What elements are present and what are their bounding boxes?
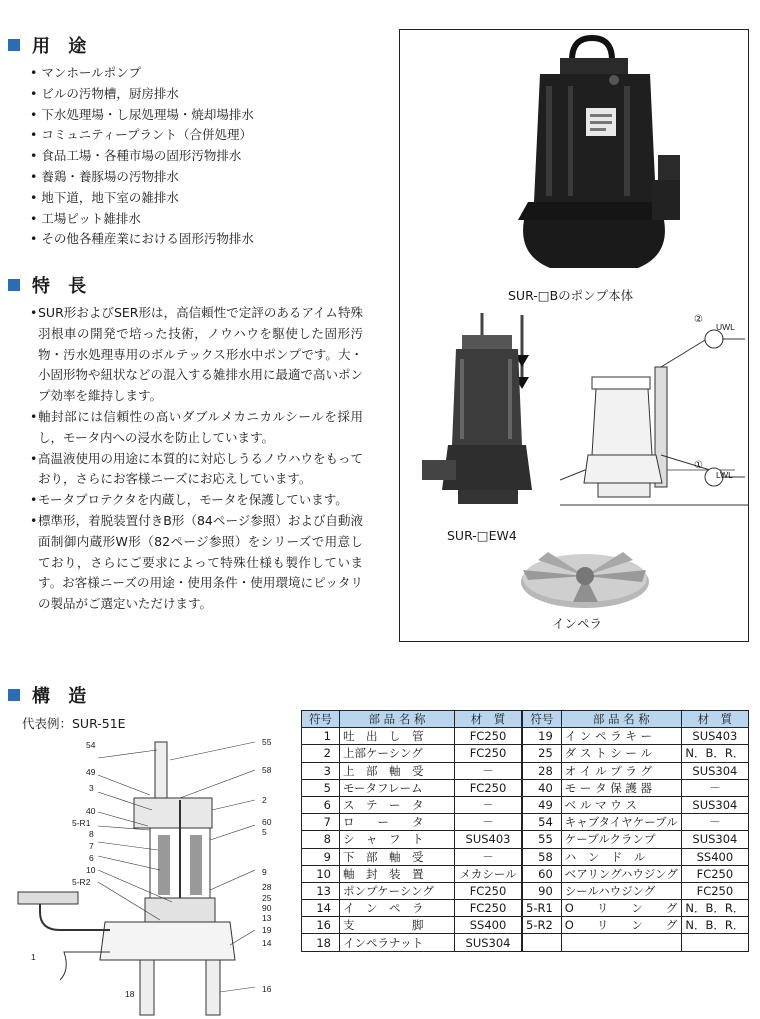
- part-material: FC250: [455, 882, 523, 899]
- part-name: O リ ン グ: [561, 917, 681, 934]
- part-no: 10: [302, 865, 340, 882]
- callout-19: 19: [262, 925, 272, 935]
- table-row: [302, 728, 749, 745]
- part-material: FC250: [455, 779, 523, 796]
- part-name: オ イ ル プ ラ グ: [561, 762, 681, 779]
- table-row: [302, 917, 749, 934]
- part-name: 支 脚: [340, 917, 455, 934]
- part-no: 90: [522, 882, 561, 899]
- part-no: 14: [302, 900, 340, 917]
- part-material: FC250: [455, 745, 523, 762]
- part-name: 上部ケーシング: [340, 745, 455, 762]
- callout-90: 90: [262, 903, 272, 913]
- table-row: [302, 745, 749, 762]
- callout-60: 60: [262, 817, 272, 827]
- callout-5-r2: 5-R2: [72, 877, 91, 887]
- table-row: [302, 900, 749, 917]
- callout-28: 28: [262, 882, 272, 892]
- sur-ew4-photo: [422, 305, 552, 520]
- table-row: [302, 831, 749, 848]
- part-material: N．B．R．: [681, 917, 748, 934]
- usage-item: • コミュニティープラント（合併処理）: [30, 127, 252, 143]
- usage-item: • 食品工場・各種市場の固形汚物排水: [30, 148, 242, 164]
- col-header-no: 符号: [522, 711, 561, 728]
- table-row: [302, 796, 749, 813]
- part-name: ポンプケーシング: [340, 882, 455, 899]
- structure-heading: 構 造: [8, 682, 92, 708]
- features-list: [30, 303, 363, 615]
- part-name: イ ン ペ ラ: [340, 900, 455, 917]
- part-material: －: [455, 762, 523, 779]
- pump-body-photo: [510, 30, 680, 275]
- part-no: 49: [522, 796, 561, 813]
- sur-ew4-caption: SUR-□EW4: [447, 528, 517, 543]
- part-material: SUS304: [681, 796, 748, 813]
- part-material: －: [455, 814, 523, 831]
- part-material: SUS304: [681, 762, 748, 779]
- callout-6: 6: [89, 853, 94, 863]
- part-material: SUS304: [455, 934, 523, 951]
- marker-1: ①: [694, 460, 703, 471]
- callout-25: 25: [262, 893, 272, 903]
- part-material: SUS304: [681, 831, 748, 848]
- col-header-material: 材 質: [681, 711, 748, 728]
- installation-diagram: [560, 305, 748, 520]
- part-name: 下 部 軸 受: [340, 848, 455, 865]
- part-name: ベ ル マ ウ ス: [561, 796, 681, 813]
- part-name: シールハウジング: [561, 882, 681, 899]
- part-no: 9: [302, 848, 340, 865]
- part-material: メカシール: [455, 865, 523, 882]
- callout-9: 9: [262, 867, 267, 877]
- pump-body-caption: SUR-□Bのポンプ本体: [508, 288, 634, 303]
- part-no: 5: [302, 779, 340, 796]
- part-no: 5-R2: [522, 917, 561, 934]
- part-name: ロ ー タ: [340, 814, 455, 831]
- part-no: 25: [522, 745, 561, 762]
- structure-example-label: 代表例：SUR-51E: [22, 716, 126, 731]
- part-material: －: [681, 779, 748, 796]
- table-row: [302, 882, 749, 899]
- part-no: 58: [522, 848, 561, 865]
- callout-5: 5: [262, 827, 267, 837]
- usage-heading: 用 途: [8, 32, 92, 58]
- feature-item: • 軸封部には信頼性の高いダブルメカニカルシールを採用し，モータ内への浸水を防止しています。: [30, 407, 363, 449]
- impeller-caption: インペラ: [552, 616, 603, 631]
- part-name: モータフレーム: [340, 779, 455, 796]
- part-name: キャブタイヤケーブル: [561, 814, 681, 831]
- part-no: 54: [522, 814, 561, 831]
- part-name: インペラナット: [340, 934, 455, 951]
- callout-1: 1: [31, 952, 36, 962]
- part-name: ダ ス ト シ ー ル: [561, 745, 681, 762]
- part-no: 5-R1: [522, 900, 561, 917]
- part-no: [522, 934, 561, 951]
- uwl-label: UWL: [716, 322, 735, 332]
- impeller-photo: [518, 540, 653, 612]
- usage-item: • 養鶏・養豚場の汚物排水: [30, 168, 179, 184]
- callout-10: 10: [86, 865, 96, 875]
- parts-table: [301, 710, 749, 952]
- part-material: －: [681, 814, 748, 831]
- callout-14: 14: [262, 938, 272, 948]
- section-marker-icon: [8, 279, 20, 291]
- part-name: モ ー タ 保 護 器: [561, 779, 681, 796]
- part-no: 18: [302, 934, 340, 951]
- part-name: [561, 934, 681, 951]
- col-header-name: 部 品 名 称: [340, 711, 455, 728]
- lwl-label: LWL: [716, 470, 733, 480]
- part-no: 2: [302, 745, 340, 762]
- usage-item: • ビルの汚物槽，厨房排水: [30, 85, 179, 101]
- usage-item: • その他各種産業における固形汚物排水: [30, 231, 254, 247]
- part-material: N．B．R．: [681, 745, 748, 762]
- usage-item: • 下水処理場・し尿処理場・焼却場排水: [30, 106, 254, 122]
- callout-54: 54: [86, 740, 96, 750]
- product-photo-panel: [399, 29, 749, 642]
- part-material: SUS403: [681, 728, 748, 745]
- part-no: 3: [302, 762, 340, 779]
- callout-2: 2: [262, 795, 267, 805]
- callout-3: 3: [89, 783, 94, 793]
- part-no: 8: [302, 831, 340, 848]
- callout-7: 7: [89, 841, 94, 851]
- part-no: 7: [302, 814, 340, 831]
- table-row: [302, 865, 749, 882]
- section-marker-icon: [8, 39, 20, 51]
- part-material: FC250: [681, 882, 748, 899]
- part-name: ケーブルクランプ: [561, 831, 681, 848]
- part-no: 19: [522, 728, 561, 745]
- part-name: 吐 出 し 管: [340, 728, 455, 745]
- part-material: N．B．R．: [681, 900, 748, 917]
- part-material: SS400: [455, 917, 523, 934]
- part-no: 55: [522, 831, 561, 848]
- part-no: 28: [522, 762, 561, 779]
- part-material: [681, 934, 748, 951]
- part-no: 1: [302, 728, 340, 745]
- section-marker-icon: [8, 689, 20, 701]
- feature-item: • SUR形およびSER形は，高信頼性で定評のあるアイム特殊羽根車の開発で培った技術，ノウハウを駆使した固形汚物・汚水処理専用のボルテックス形水中ポンプです。大・小固形物や紐状などの混入する雑排水用に最適で高いポンプ効率を維持します。: [30, 303, 363, 407]
- col-header-no: 符号: [302, 711, 340, 728]
- feature-item: • 高温液使用の用途に本質的に対応しうるノウハウをもっており，さらにお客様ニーズにお応えしています。: [30, 449, 363, 491]
- feature-item: • モータプロテクタを内蔵し，モータを保護しています。: [30, 490, 363, 511]
- table-row: [302, 779, 749, 796]
- usage-item: • マンホールポンプ: [30, 65, 142, 80]
- callout-49: 49: [86, 767, 96, 777]
- callout-58: 58: [262, 765, 272, 775]
- col-header-name: 部 品 名 称: [561, 711, 681, 728]
- col-header-material: 材 質: [455, 711, 523, 728]
- table-row: [302, 848, 749, 865]
- callout-40: 40: [86, 806, 96, 816]
- table-row: [302, 814, 749, 831]
- table-header-row: [302, 711, 749, 728]
- part-name: シ ャ フ ト: [340, 831, 455, 848]
- features-heading: 特 長: [8, 272, 92, 298]
- callout-8: 8: [89, 829, 94, 839]
- part-name: ハ ン ド ル: [561, 848, 681, 865]
- callout-13: 13: [262, 913, 272, 923]
- part-name: 上 部 軸 受: [340, 762, 455, 779]
- part-no: 6: [302, 796, 340, 813]
- part-material: －: [455, 848, 523, 865]
- callout-55: 55: [262, 737, 272, 747]
- part-material: SUS403: [455, 831, 523, 848]
- usage-item: • 地下道，地下室の雑排水: [30, 189, 179, 205]
- part-material: FC250: [455, 728, 523, 745]
- part-name: ベアリングハウジング: [561, 865, 681, 882]
- marker-2: ②: [694, 314, 703, 325]
- part-name: ス テ ー タ: [340, 796, 455, 813]
- part-no: 40: [522, 779, 561, 796]
- part-no: 13: [302, 882, 340, 899]
- cross-section-drawing: [0, 730, 300, 1019]
- part-name: 軸 封 装 置: [340, 865, 455, 882]
- table-row: [302, 934, 749, 951]
- part-no: 16: [302, 917, 340, 934]
- table-row: [302, 762, 749, 779]
- callout-5-r1: 5-R1: [72, 818, 91, 828]
- callout-18: 18: [125, 989, 135, 999]
- part-material: －: [455, 796, 523, 813]
- part-name: O リ ン グ: [561, 900, 681, 917]
- part-no: 60: [522, 865, 561, 882]
- part-material: FC250: [455, 900, 523, 917]
- part-material: SS400: [681, 848, 748, 865]
- part-material: FC250: [681, 865, 748, 882]
- usage-list: [30, 63, 254, 250]
- callout-16: 16: [262, 984, 272, 994]
- usage-item: • 工場ピット雑排水: [30, 210, 141, 226]
- feature-item: • 標準形，着脱装置付きB形（84ページ参照）および自動液面制御内蔵形W形（82ページ参照）をシリーズで用意しており，さらにご要求によって特殊仕様も製作しています。お客様ニーズの用途・使用条件・使用環境にピッタリの製品がご選定いただけます。: [30, 511, 363, 615]
- part-name: イ ン ペ ラ キ ー: [561, 728, 681, 745]
